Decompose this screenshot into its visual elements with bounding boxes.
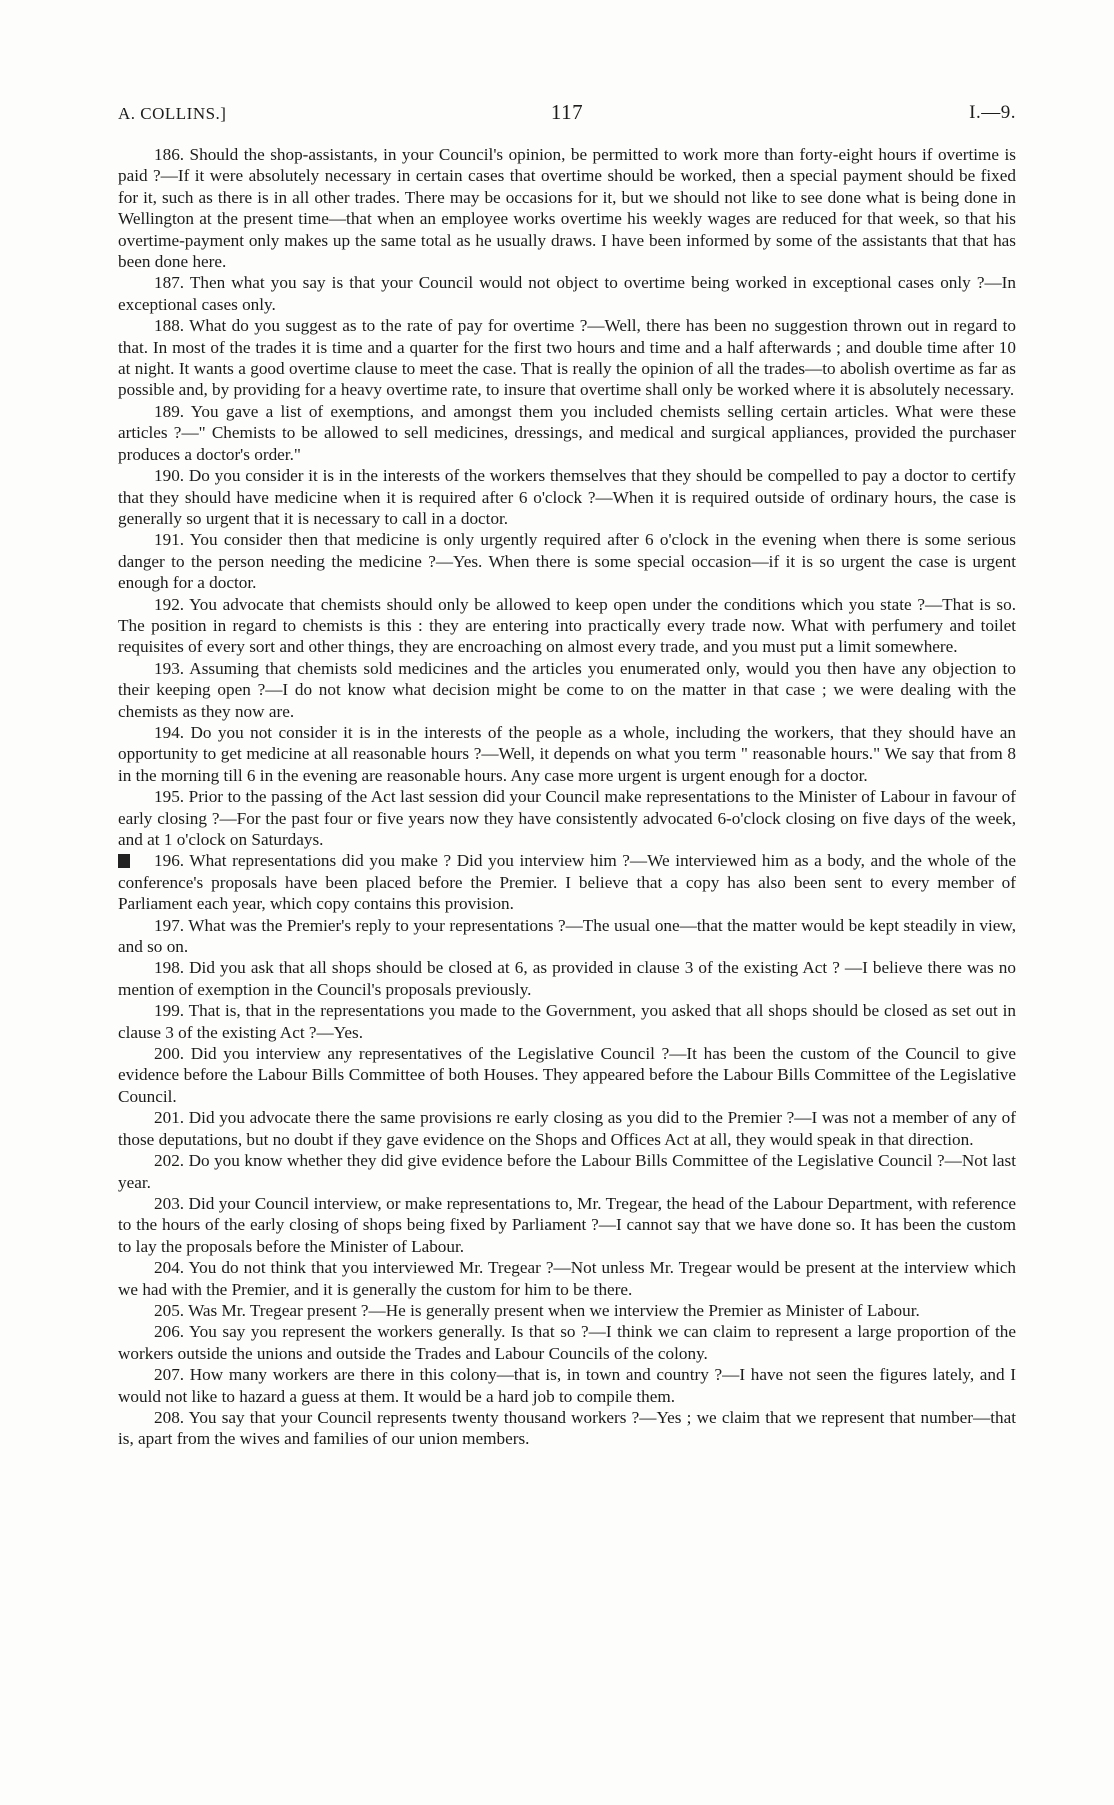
question-200: 200. Did you interview any representatives of the Legislative Council ?—It has been the custom of the Council to give evidence before the Labour Bills Committee of both Houses. They appeared before the Labour Bills Committee of the Legislative Council.: [118, 1044, 1016, 1106]
question-206: 206. You say you represent the workers generally. Is that so ?—I think we can claim to represent a large proportion of the workers outside the unions and outside the Trades and Labour Councils of the colony.: [118, 1322, 1016, 1363]
question-195: 195. Prior to the passing of the Act last session did your Council make representations to the Minister of Labour in favour of early closing ?—For the past four or five years now they have consistently advocated 6-o'clock closing on five days of the week, and at 1 o'clock on Saturdays.: [118, 787, 1016, 849]
page-header: [118, 96, 1016, 136]
question-196-wrapper: [118, 850, 1016, 914]
question-205: 205. Was Mr. Tregear present ?—He is generally present when we interview the Premier as Minister of Labour.: [154, 1300, 920, 1320]
question-192: 192. You advocate that chemists should only be allowed to keep open under the conditions which you state ?—That is so. The position in regard to chemists is this : they are entering into practically every trade now. What with perfumery and toilet requisites of every sort and other things, they are encroaching on almost every trade, and you must put a limit somewhere.: [118, 594, 1016, 657]
question-188: 188. What do you suggest as to the rate of pay for overtime ?—Well, there has been no suggestion thrown out in regard to that. In most of the trades it is time and a quarter for the first two hours and time and a half afterwards ; and double time after 10 at night. It wants a good overtime clause to meet the case. That is really the opinion of all the trades—to abolish overtime as far as possible and, by providing for a heavy overtime rate, to insure that overtime shall only be worked where it is absolutely necessary.: [118, 316, 1016, 400]
document-body: [118, 144, 1016, 1450]
question-186: 186. Should the shop-assistants, in your Council's opinion, be permitted to work more than forty-eight hours if overtime is paid ?—If it were absolutely necessary in certain cases that overtime should be worked, then a special payment should be fixed for it, such as there is in all other trades. There may be occasions for it, but we should not like to see done what is being done in Wellington at the present time—that when an employee works overtime his weekly wages are reduced for that week, so that his overtime-payment only makes up the same total as he usually draws. I have been informed by some of the assistants that that has been done here.: [118, 145, 1016, 272]
page-number: 117: [550, 100, 584, 124]
question-187: 187. Then what you say is that your Council would not object to overtime being worked in exceptional cases only ?—In exceptional cases only.: [118, 273, 1016, 314]
question-208: 208. You say that your Council represents twenty thousand workers ?—Yes ; we claim that we represent that number—that is, apart from the wives and families of our union members.: [118, 1407, 1016, 1449]
question-201: 201. Did you advocate there the same provisions re early closing as you did to the Premier ?—I was not a member of any of those deputations, but no doubt if they gave evidence on the Shops and Offices Act at all, they would speak in that direction.: [118, 1108, 1016, 1149]
header-witness-name: A. COLLINS.]: [118, 104, 227, 123]
question-197: 197. What was the Premier's reply to your representations ?—The usual one—that the matter would be kept steadily in view, and so on.: [118, 915, 1016, 957]
question-202: 202. Do you know whether they did give evidence before the Labour Bills Committee of the Legislative Council ?—Not last year.: [118, 1151, 1016, 1192]
question-198: 198. Did you ask that all shops should be closed at 6, as provided in clause 3 of the existing Act ? —I believe there was no mention of exemption in the Council's proposals previously.: [118, 958, 1016, 999]
question-194: 194. Do you not consider it is in the interests of the people as a whole, including the workers, that they should have an opportunity to get medicine at all reasonable hours ?—Well, it depends on what you term " reasonable hours." We say that from 8 in the morning till 6 in the evening are reasonable hours. Any case more urgent is urgent enough for a doctor.: [118, 722, 1016, 785]
document-page: [118, 96, 1016, 1450]
question-193: 193. Assuming that chemists sold medicines and the articles you enumerated only, would you then have any objection to their keeping open ?—I do not know what decision might be come to on the matter in that case ; we were dealing with the chemists as they now are.: [118, 658, 1016, 721]
question-199: 199. That is, that in the representations you made to the Government, you asked that all shops should be closed as set out in clause 3 of the existing Act ?—Yes.: [118, 1001, 1016, 1042]
question-190: 190. Do you consider it is in the interests of the workers themselves that they should be compelled to pay a doctor to certify that they should have medicine when it is required after 6 o'clock ?—When it is required outside of ordinary hours, the case is generally so urgent that it is necessary to call in a doctor.: [118, 466, 1016, 528]
question-196: 196. What representations did you make ? Did you interview him ?—We interviewed him as a body, and the whole of the conference's proposals have been placed before the Premier. I believe that a copy has also been sent to every member of Parliament each year, which copy contains this provision.: [118, 851, 1016, 914]
header-paper-reference: I.—9.: [969, 102, 1016, 123]
margin-mark-icon: [118, 854, 130, 868]
question-207: 207. How many workers are there in this colony—that is, in town and country ?—I have not seen the figures lately, and I would not like to hazard a guess at them. It would be a hard job to compile them.: [118, 1365, 1016, 1406]
question-203: 203. Did your Council interview, or make representations to, Mr. Tregear, the head of the Labour Department, with reference to the hours of the early closing of shops being fixed by Parliament ?—I cannot say that we have done so. It has been the custom to lay the proposals before the Minister of Labour.: [118, 1193, 1016, 1256]
question-191: 191. You consider then that medicine is only urgently required after 6 o'clock in the evening when there is some serious danger to the person needing the medicine ?—Yes. When there is some special occasion—if it is so urgent the case is urgent enough for a doctor.: [118, 530, 1016, 593]
question-189: 189. You gave a list of exemptions, and amongst them you included chemists selling certain articles. What were these articles ?—" Chemists to be allowed to sell medicines, dressings, and medical and surgical appliances, provided the purchaser produces a doctor's order.": [118, 401, 1016, 464]
question-204: 204. You do not think that you interviewed Mr. Tregear ?—Not unless Mr. Tregear would be present at the interview which we had with the Premier, and it is generally the custom for him to be there.: [118, 1258, 1016, 1299]
